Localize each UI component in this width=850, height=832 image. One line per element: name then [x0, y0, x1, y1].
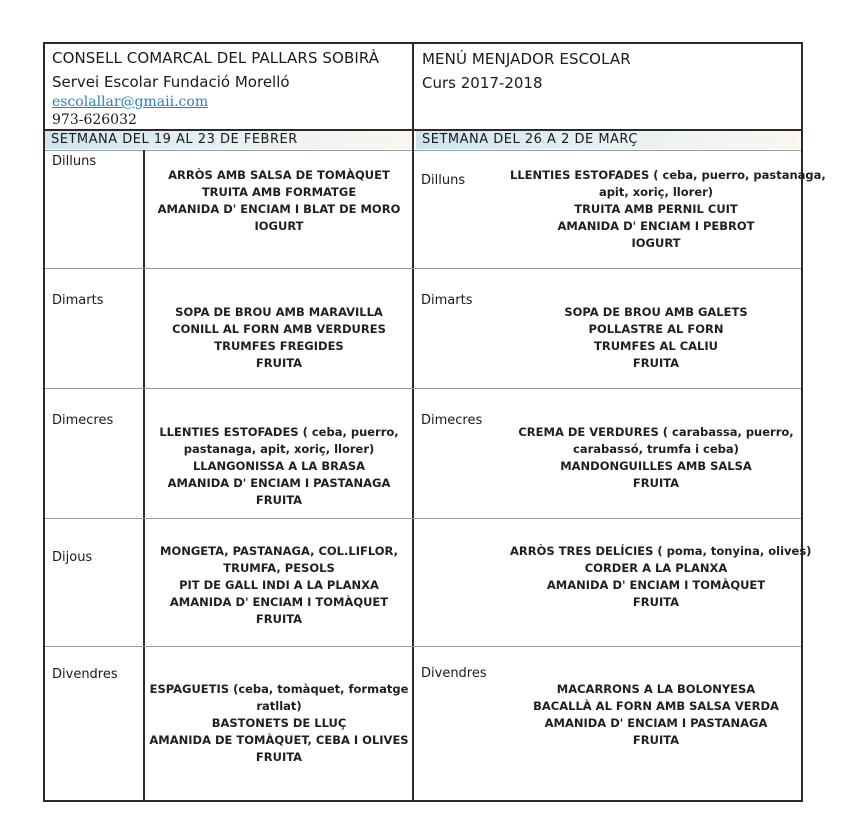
row-divider: [45, 268, 801, 269]
week2-day-monday: Dilluns: [421, 173, 466, 188]
week2-wednesday-menu: CREMA DE VERDURES ( carabassa, puerro, carabassó, trumfa i ceba) MANDONGUILLES AMB SALSA FRUITA: [518, 425, 794, 490]
phone-number: 973-626032: [52, 112, 137, 128]
week1-friday-menu: ESPAGUETIS (ceba, tomàquet, formatge ratllat) BASTONETS DE LLUÇ AMANIDA DE TOMÀQUET, CEBA I OLIVES FRUITA: [149, 682, 409, 764]
week-1-label: SETMANA DEL 19 AL 23 DE FEBRER: [45, 131, 413, 149]
left-day-column-divider: [143, 150, 145, 800]
row-divider: [45, 646, 801, 647]
week2-day-tuesday: Dimarts: [421, 293, 473, 308]
service-name: Servei Escolar Fundació Morelló: [52, 73, 290, 91]
week2-friday-menu: MACARRONS A LA BOLONYESA BACALLÀ AL FORN AMB SALSA VERDA AMANIDA D' ENCIAM I PASTANAGA FRUITA: [533, 682, 779, 747]
row-divider: [45, 388, 801, 389]
week2-day-wednesday: Dimecres: [421, 413, 483, 428]
course-year: Curs 2017-2018: [422, 74, 543, 92]
week1-monday-menu: ARRÒS AMB SALSA DE TOMÀQUET TRUITA AMB FORMATGE AMANIDA D' ENCIAM I BLAT DE MORO IOGURT: [157, 168, 401, 233]
week-2-label: SETMANA DEL 26 A 2 DE MARÇ: [416, 131, 801, 149]
center-divider: [412, 44, 414, 800]
week2-monday-menu: LLENTIES ESTOFADES ( ceba, puerro, pastanaga, apit, xoriç, llorer) TRUITA AMB PERNIL CUIT AMANIDA D' ENCIAM I PEBROT IOGURT: [510, 168, 826, 250]
organization-name: CONSELL COMARCAL DEL PALLARS SOBIRÀ: [52, 49, 380, 67]
week1-tuesday-menu: SOPA DE BROU AMB MARAVILLA CONILL AL FORN AMB VERDURES TRUMFES FREGIDES FRUITA: [172, 305, 386, 370]
header-divider: [45, 129, 801, 131]
week1-day-monday: Dilluns: [52, 154, 97, 169]
menu-title: MENÚ MENJADOR ESCOLAR: [422, 50, 631, 68]
week1-wednesday-menu: LLENTIES ESTOFADES ( ceba, puerro, pastanaga, apit, xoriç, llorer) LLANGONISSA A LA BRASA AMANIDA D' ENCIAM I PASTANAGA FRUITA: [159, 425, 399, 507]
row-divider: [45, 518, 801, 519]
week1-thursday-menu: MONGETA, PASTANAGA, COL.LIFLOR, TRUMFA, PESOLS PIT DE GALL INDI A LA PLANXA AMANIDA D' ENCIAM I TOMÀQUET FRUITA: [160, 544, 398, 626]
week1-day-friday: Divendres: [52, 667, 118, 682]
week2-thursday-menu: ARRÒS TRES DELÍCIES ( poma, tonyina, olives) CORDER A LA PLANXA AMANIDA D' ENCIAM I TOMÀQUET FRUITA: [510, 544, 812, 609]
week1-day-thursday: Dijous: [52, 550, 93, 565]
week2-tuesday-menu: SOPA DE BROU AMB GALETS POLLASTRE AL FORN TRUMFES AL CALIU FRUITA: [564, 305, 748, 370]
week1-day-wednesday: Dimecres: [52, 413, 114, 428]
week1-day-tuesday: Dimarts: [52, 293, 104, 308]
email-link[interactable]: escolallar@gmaii.com: [52, 94, 209, 110]
week2-day-friday: Divendres: [421, 666, 487, 681]
week-label-divider: [45, 150, 801, 151]
